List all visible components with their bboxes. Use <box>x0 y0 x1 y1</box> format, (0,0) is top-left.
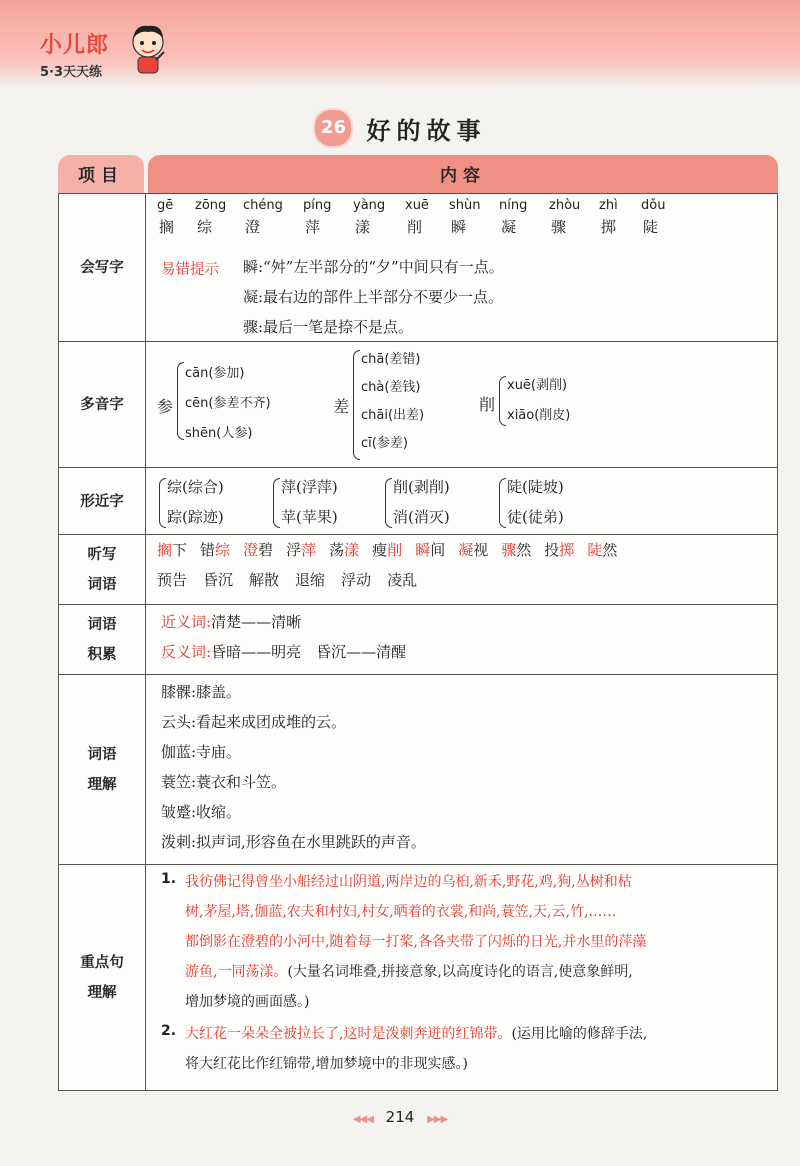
pair-item: 综(综合) <box>167 478 224 496</box>
column-header-content: 内容 <box>148 155 778 193</box>
dictation-word: 昏沉 <box>203 571 234 589</box>
dictation-word: 瘦削 <box>372 541 403 559</box>
dictation-word: 预告 <box>157 571 188 589</box>
pinyin: zōng <box>195 198 227 213</box>
reading: cēn(参差不齐) <box>185 396 271 411</box>
definition-item: 蓑笠:蓑衣和斗笠。 <box>161 773 287 791</box>
reading: chà(差钱) <box>361 380 421 395</box>
definition-item: 皱蹙:收缩。 <box>161 803 242 821</box>
brace-icon <box>499 376 506 426</box>
key-sentence-line: 树,茅屋,塔,伽蓝,农夫和村妇,村女,晒着的衣裳,和尚,蓑笠,天,云,竹,…… <box>185 904 617 920</box>
reading: shēn(人参) <box>185 426 253 441</box>
pinyin: níng <box>499 198 528 213</box>
polyphone-char: 差 <box>333 397 350 416</box>
row-content <box>157 535 769 605</box>
hanzi: 萍 <box>305 218 321 236</box>
polyphone-char: 参 <box>157 397 174 416</box>
header-band <box>0 0 800 88</box>
pair-item: 消(消灭) <box>393 508 450 526</box>
hanzi: 澄 <box>245 218 261 236</box>
reading: cī(参差) <box>361 436 408 451</box>
left-arrows-icon: ◀◀◀ <box>352 1114 373 1125</box>
pinyin: dǒu <box>641 198 666 213</box>
brace-icon <box>273 478 280 528</box>
page-number: 214 <box>385 1108 415 1126</box>
dictation-line <box>157 539 630 560</box>
hanzi: 削 <box>407 218 423 236</box>
dictation-word: 浮萍 <box>286 541 317 559</box>
pair-item: 陡(陡坡) <box>507 478 564 496</box>
analysis-line: 将大红花比作红锦带,增加梦境中的非现实感。) <box>185 1056 468 1072</box>
polyphone-char: 削 <box>479 395 496 414</box>
tip-line: 瞬:“舛”左半部分的“夕”中间只有一点。 <box>243 258 504 276</box>
lesson-title: 好的故事 <box>366 116 487 145</box>
row-label: 形近字 <box>80 493 124 510</box>
pinyin: chéng <box>243 198 283 213</box>
pinyin: píng <box>303 198 332 213</box>
antonym-line: 反义词:昏暗——明亮 昏沉——清醒 <box>161 643 407 661</box>
row-content <box>157 865 769 1091</box>
row-label: 词语 理解 <box>87 747 117 793</box>
row-content <box>157 194 769 341</box>
dictation-word: 投掷 <box>544 541 575 559</box>
pinyin: zhì <box>599 198 618 213</box>
row-jilei <box>59 604 777 675</box>
dictation-word: 陡然 <box>587 541 618 559</box>
dictation-word: 凝视 <box>458 541 489 559</box>
row-duoyinzi <box>59 341 777 468</box>
definition-item: 泼刺:拟声词,形容鱼在水里跳跃的声音。 <box>161 833 426 851</box>
table-body <box>58 193 778 1091</box>
reading: xiāo(削皮) <box>507 408 571 423</box>
reading: chāi(出差) <box>361 408 425 423</box>
pinyin: yàng <box>353 198 386 213</box>
key-sentence-line: 游鱼,一同荡漾。(大量名词堆叠,拼接意象,以高度诗化的语言,使意象鲜明, <box>185 964 633 980</box>
item-number: 1. <box>161 871 177 887</box>
row-label: 词语 积累 <box>87 617 117 663</box>
dictation-word: 解散 <box>249 571 280 589</box>
dictation-word: 错综 <box>200 541 231 559</box>
pair-item: 削(剥削) <box>393 478 450 496</box>
row-content <box>157 675 769 865</box>
dictation-line <box>157 569 433 590</box>
hanzi: 漾 <box>355 218 371 236</box>
row-zhongdian <box>59 864 777 1091</box>
row-label: 多音字 <box>80 397 124 413</box>
pinyin: xuē <box>405 198 429 213</box>
dictation-word: 凌乱 <box>387 571 418 589</box>
tip-line: 骤:最后一笔是捺不是点。 <box>243 318 414 336</box>
tip-label: 易错提示 <box>161 262 219 278</box>
row-xingjinzi <box>59 467 777 535</box>
row-content <box>157 342 769 468</box>
pair-item: 徒(徒弟) <box>507 508 564 526</box>
right-arrows-icon: ▶▶▶ <box>427 1114 448 1125</box>
lesson-number: 26 <box>313 108 353 148</box>
brace-icon <box>159 478 166 528</box>
row-label: 会写字 <box>80 259 124 276</box>
lesson-heading <box>0 108 800 148</box>
dictation-word: 瞬间 <box>415 541 446 559</box>
definition-item: 膝髁:膝盖。 <box>161 683 242 701</box>
row-huixiezi <box>59 194 777 341</box>
hanzi: 凝 <box>501 218 517 236</box>
reading: cān(参加) <box>185 366 245 381</box>
row-tingxie <box>59 534 777 605</box>
tip-line: 凝:最右边的部件上半部分不要少一点。 <box>243 288 504 306</box>
definition-item: 云头:看起来成团成堆的云。 <box>161 713 347 731</box>
brand-series: 5·3天天练 <box>40 65 103 80</box>
pinyin: gē <box>157 198 174 213</box>
key-sentence-line: 都倒影在澄碧的小河中,随着每一打桨,各各夹带了闪烁的日光,并水里的萍藻 <box>185 934 647 950</box>
hanzi: 综 <box>197 218 213 236</box>
mascot-icon <box>126 22 170 76</box>
analysis-line: 增加梦境的画面感。) <box>185 994 310 1010</box>
dictation-word: 骤然 <box>501 541 532 559</box>
dictation-word: 退缩 <box>295 571 326 589</box>
key-sentence-line: 我彷佛记得曾坐小船经过山阴道,两岸边的乌桕,新禾,野花,鸡,狗,丛树和枯 <box>185 874 632 890</box>
row-content <box>157 468 769 535</box>
brand-name: 小儿郎 <box>40 33 110 58</box>
pair-item: 苹(苹果) <box>281 508 338 526</box>
row-lijie <box>59 674 777 865</box>
row-content <box>157 605 769 675</box>
pair-item: 萍(浮萍) <box>281 478 338 496</box>
hanzi: 掷 <box>601 218 617 236</box>
column-header-item: 项目 <box>58 155 144 193</box>
brace-icon <box>385 478 392 528</box>
item-number: 2. <box>161 1023 177 1039</box>
pinyin: zhòu <box>549 198 581 213</box>
definition-item: 伽蓝:寺庙。 <box>161 743 242 761</box>
brace-icon <box>353 350 360 460</box>
reading: xuē(剥削) <box>507 378 568 393</box>
dictation-word: 搁下 <box>157 541 188 559</box>
row-label: 听写 词语 <box>87 547 117 593</box>
dictation-word: 浮动 <box>341 571 372 589</box>
key-sentence-line: 大红花一朵朵全被拉长了,这时是泼刺奔迸的红锦带。(运用比喻的修辞手法, <box>185 1026 648 1042</box>
hanzi: 骤 <box>551 218 567 236</box>
pair-item: 踪(踪迹) <box>167 508 224 526</box>
summary-table <box>58 155 778 1091</box>
brace-icon <box>177 362 184 440</box>
hanzi: 瞬 <box>451 218 467 236</box>
hanzi: 陡 <box>643 218 659 236</box>
pinyin: shùn <box>449 198 481 213</box>
page-footer <box>0 1108 800 1126</box>
dictation-word: 荡漾 <box>329 541 360 559</box>
hanzi: 搁 <box>159 218 175 236</box>
brand-logo <box>40 28 109 80</box>
brace-icon <box>499 478 506 528</box>
synonym-line: 近义词:清楚——清晰 <box>161 613 302 631</box>
dictation-word: 澄碧 <box>243 541 274 559</box>
reading: chā(差错) <box>361 352 421 367</box>
row-label: 重点句 理解 <box>80 955 124 1001</box>
